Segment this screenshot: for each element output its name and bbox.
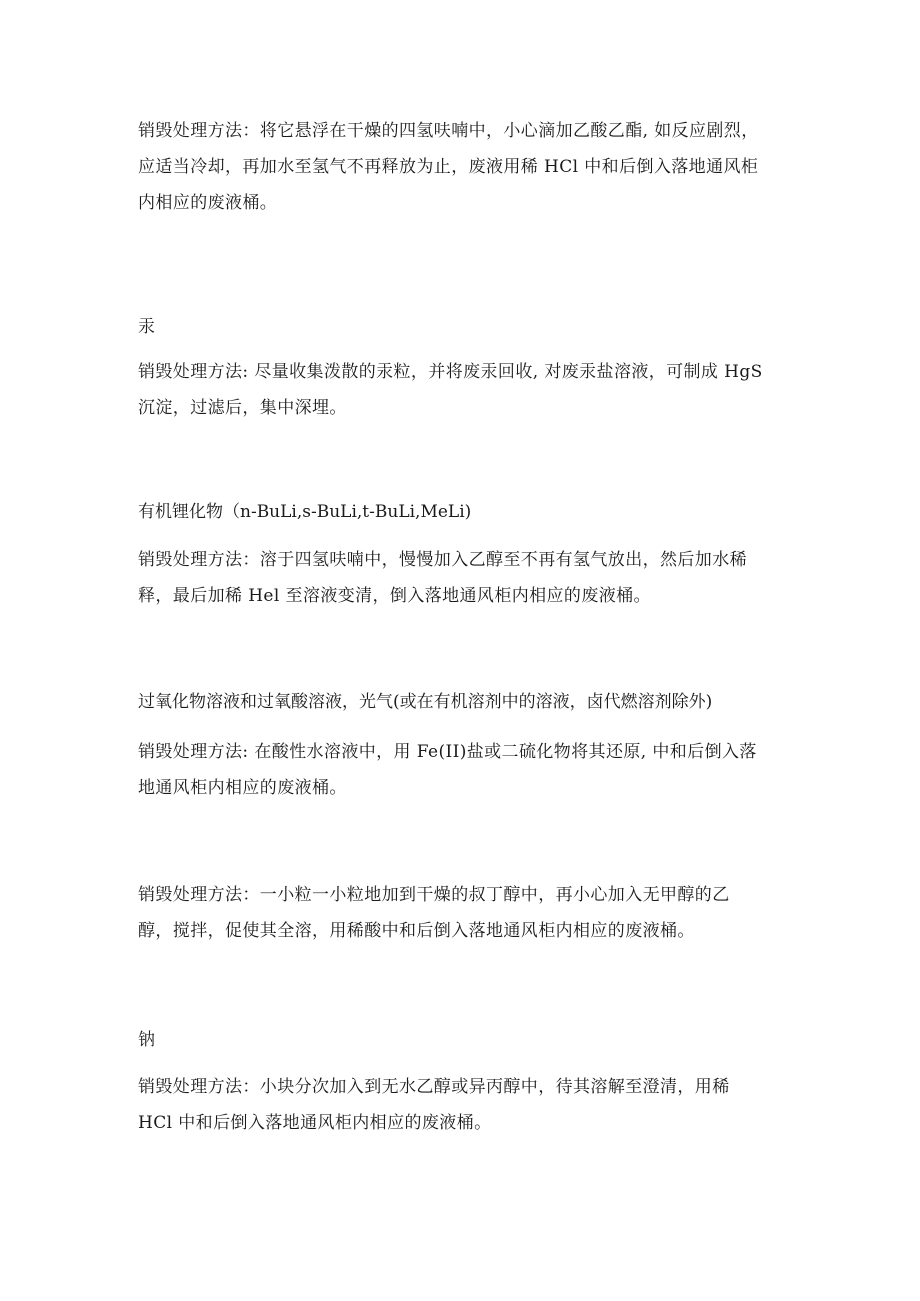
section-paragraph <box>138 877 798 949</box>
section-title: 过氧化物溶液和过氧酸溶液，光气(或在有机溶剂中的溶液，卤代燃溶剂除外) <box>138 692 713 712</box>
text-line: 销毁处理方法：将它悬浮在干燥的四氢呋喃中，小心滴加乙酸乙酯, 如反应剧烈， <box>138 121 759 141</box>
text-line: 销毁处理方法：一小粒一小粒地加到干燥的叔丁醇中，再小心加入无甲醇的乙 <box>138 885 730 905</box>
text-line: 内相应的废液桶。 <box>138 193 278 213</box>
section-paragraph <box>138 113 798 221</box>
text-line: 醇，搅拌，促使其全溶，用稀酸中和后倒入落地通风柜内相应的废液桶。 <box>138 921 695 941</box>
section-paragraph <box>138 734 798 806</box>
section-paragraph <box>138 542 798 614</box>
text-line: 销毁处理方法：小块分次加入到无水乙醇或异丙醇中，待其溶解至澄清，用稀 <box>138 1077 730 1097</box>
text-line: HCl 中和后倒入落地通风柜内相应的废液桶。 <box>138 1113 492 1133</box>
section-title: 汞 <box>138 317 155 337</box>
text-line: 释，最后加稀 Hel 至溶液变清，倒入落地通风柜内相应的废液桶。 <box>138 586 651 606</box>
section-title: 有机锂化物（n-BuLi,s-BuLi,t-BuLi,MeLi) <box>138 502 472 522</box>
text-line: 销毁处理方法: 在酸性水溶液中，用 Fe(II)盐或二硫化物将其还原, 中和后倒入落 <box>138 742 757 762</box>
text-line: 沉淀，过滤后，集中深埋。 <box>138 398 347 418</box>
section-title: 钠 <box>138 1030 155 1050</box>
text-line: 地通风柜内相应的废液桶。 <box>138 778 347 798</box>
text-line: 应适当冷却，再加水至氢气不再释放为止，废液用稀 HCl 中和后倒入落地通风柜 <box>138 157 759 177</box>
text-line: 销毁处理方法：溶于四氢呋喃中，慢慢加入乙醇至不再有氢气放出，然后加水稀 <box>138 550 747 570</box>
section-paragraph <box>138 354 798 426</box>
section-paragraph <box>138 1069 798 1141</box>
text-line: 销毁处理方法: 尽量收集泼散的汞粒，并将废汞回收, 对废汞盐溶液，可制成 HgS <box>138 362 763 382</box>
